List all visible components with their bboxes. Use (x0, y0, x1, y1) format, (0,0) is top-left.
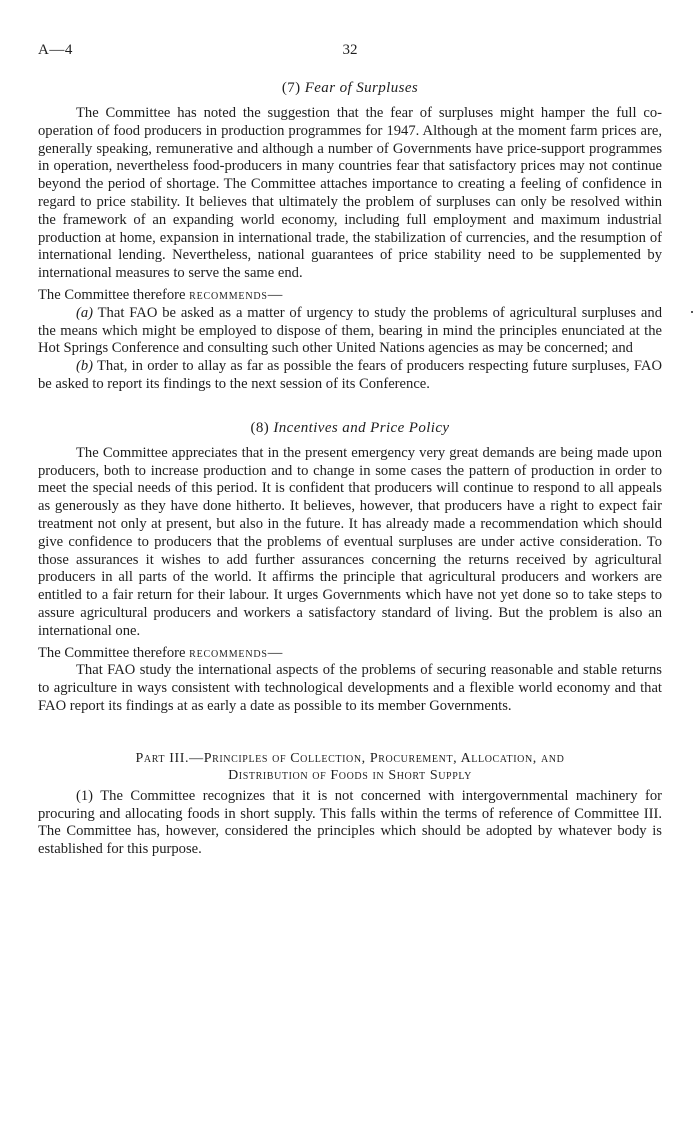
recommendation-item-b (38, 358, 662, 394)
part-3-heading (38, 750, 662, 784)
section-7-heading (38, 80, 662, 97)
item-b-label: (b) (76, 358, 94, 375)
section-8-paragraph: The Committee appreciates that in the present emergency very great demands are being made upon producers, both to increase production and to change in some cases the pattern of production in order to meet the special needs of this period. It is confident that producers will continue to respond to all appeals as generously as they have done hitherto. It believes, however, that producers have a right to expect fair treatment not only at present, but also in the future. It has already made a recommendation which should give confidence to producers that the problems of eventual surpluses are under active consideration. To those assurances it wishes to add further assurances concerning the returns received by agricultural producers in all parts of the world. It affirms the principle that agricultural producers and workers are entitled to a fair return for their labour. It urges Governments which have not yet done so to take steps to assure agricultural producers and workers a satisfactory standard of living. But the problem is also an international one. (38, 444, 662, 639)
recommendation-lead-text: The Committee therefore (38, 644, 186, 661)
section-8-title: Incentives and Price Policy (273, 419, 450, 436)
section-8-recommendation-text: That FAO study the international aspects of the problems of securing reasonable and stable returns to agriculture in ways consistent with technological developments and a flexible world economy and that FAO report its findings at as early a date as possible to its member Governments. (38, 662, 662, 714)
recommends-keyword: recommends— (189, 644, 284, 661)
part-3-heading-line-1: Part III.—Principles of Collection, Procurement, Allocation, and (135, 750, 565, 766)
section-7-paragraph: The Committee has noted the suggestion that the fear of surpluses might hamper the full co-operation of food producers in production programmes for 1947. Although at the moment farm prices are, generally speaking, remunerative and although a number of Governments have price-support programmes in operation, nevertheless food-producers in many countries fear that satisfactory prices may not continue beyond the period of shortage. The Committee attaches importance to creating a feeling of confidence in regard to price stability. It believes that ultimately the problem of surpluses can only be resolved within the framework of an expanding world economy, including full employment and maximum industrial production at home, expansion in international trade, the stabilization of currencies, and the resumption of international lending. Nevertheless, national guarantees of price stability need to be supplemented by international measures to serve the same end. (38, 105, 662, 282)
recommends-keyword: recommends— (189, 286, 284, 303)
recommendation-item-a (38, 305, 662, 358)
recommendation-lead-text: The Committee therefore (38, 286, 186, 303)
item-a-text: That FAO be asked as a matter of urgency to study the problems of agricultural surpluses and the means which might be employed to dispose of them, bearing in mind the principles enunciated at the Hot Springs Conference and consulting such other United Nations agencies as may be concerned; and (38, 304, 663, 357)
part-3-heading-line-2: Distribution of Foods in Short Supply (228, 767, 472, 783)
part-3-paragraph: (1) The Committee recognizes that it is not concerned with intergovernmental machinery for procuring and allocating foods in short supply. This falls within the terms of reference of Committee III. The Committee has, however, considered the principles which should be adopted by whatever body is established for this purpose. (38, 787, 662, 858)
document-reference: A—4 (38, 42, 73, 58)
document-page (38, 36, 662, 859)
section-8-heading (38, 420, 662, 437)
section-8-number: (8) (250, 419, 270, 436)
section-7-title: Fear of Surpluses (304, 80, 419, 96)
item-b-text: That, in order to allay as far as possible the fears of producers respecting future surpluses, FAO be asked to report its findings to the next session of its Conference. (38, 358, 662, 392)
margin-speck (691, 311, 693, 313)
item-a-label: (a) (76, 304, 94, 321)
page-number: 32 (342, 42, 358, 58)
section-7-number: (7) (281, 80, 301, 96)
section-7-recommendation-lead (38, 287, 662, 305)
section-8-recommendation-lead (38, 645, 662, 663)
page-header (38, 36, 662, 62)
